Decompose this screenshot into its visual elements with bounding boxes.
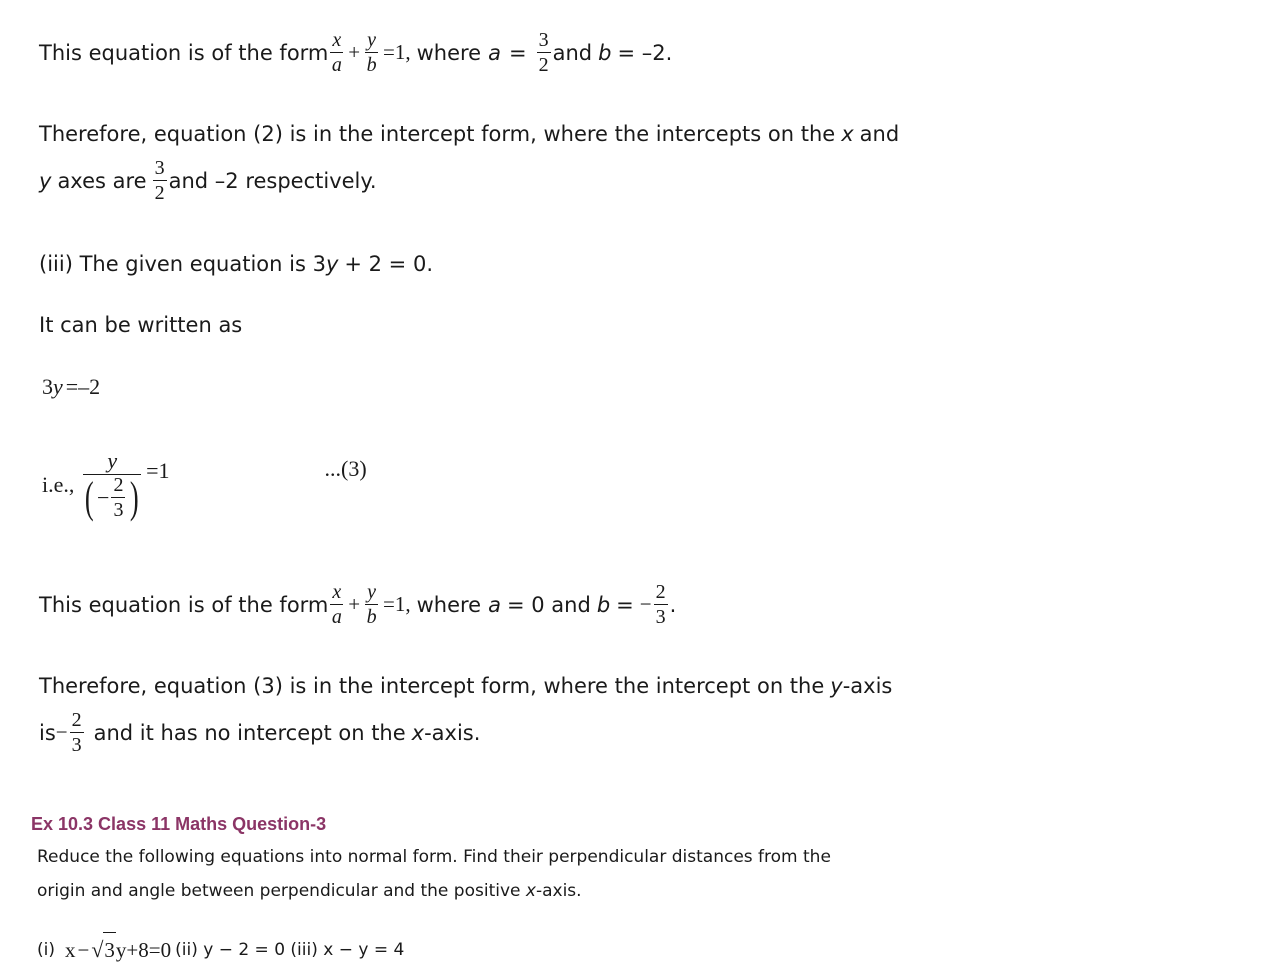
fraction-3-over-2: $\frac{3}{2}$ [154,157,165,204]
intercept-form-statement-3: This equation is of the form $\frac{x}{a}$ + $\frac{y}{b}$ =1, where a = 0 and b = − $\frac{2}{3}$ . [39,581,677,628]
question-parts: (i) x − √ 3 y +8=0 (ii) y − 2 = 0 (iii) x − y = 4 [37,932,404,967]
fraction-3-over-2: $\frac{3}{2}$ [538,29,549,76]
question-text-line-2: origin and angle between perpendicular and the positive x-axis. [37,881,582,901]
question-heading: Ex 10.3 Class 11 Maths Question-3 [31,814,327,834]
text: This equation is of the form [39,40,329,65]
fraction-2-over-3: $\frac{2}{3}$ [71,709,82,756]
fraction-y-over-b: $\frac{y}{b}$ [366,581,377,628]
fraction-y-over-neg-two-thirds: y ( − $\frac{2}{3}$ ) [85,448,140,522]
fraction-x-over-a: $\frac{x}{a}$ [331,581,342,628]
intercept-values-2: y axes are $\frac{3}{2}$ and –2 respectively. [39,157,377,204]
part-iii-statement: (iii) The given equation is 3 y + 2 = 0. [39,252,433,276]
intercept-statement-3: Therefore, equation (3) is in the intercept form, where the intercept on the y -axis [39,674,893,698]
intercept-form-statement-1: This equation is of the form $\frac{x}{a}$ + $\frac{y}{b}$ =1, where a = $\frac{3}{2}$ and b = –2. [39,29,673,76]
fraction-2-over-3: $\frac{2}{3}$ [655,581,666,628]
fraction-y-over-b: $\frac{y}{b}$ [366,29,377,76]
equation-3: i.e., y ( − $\frac{2}{3}$ ) =1 ...(3) [42,448,367,522]
rewrite-text: It can be written as [39,313,243,337]
intercept-values-3: is − $\frac{2}{3}$ and it has no intercept on the x -axis. [39,709,481,756]
question-text-line-1: Reduce the following equations into normal form. Find their perpendicular distances from the [37,847,831,867]
fraction-x-over-a: $\frac{x}{a}$ [331,29,342,76]
equation-3y: 3 y =–2 [42,374,101,399]
equation-part-i: x − √ 3 y +8=0 [65,932,171,967]
intercept-statement-2: Therefore, equation (2) is in the intercept form, where the intercepts on the x and [39,122,900,146]
